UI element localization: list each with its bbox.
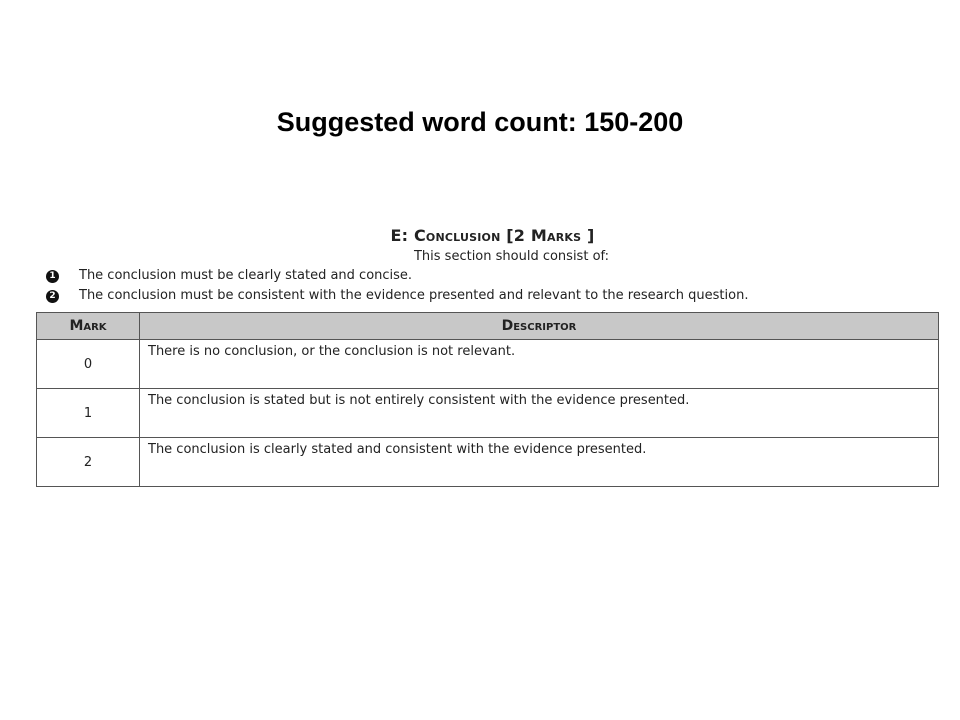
mark-cell: 0 — [37, 340, 140, 389]
number-one-icon: 1 — [46, 270, 59, 283]
table-header-row — [37, 313, 939, 340]
table-row — [37, 438, 939, 487]
table-row — [37, 340, 939, 389]
section-heading: E: Conclusion [2 Marks ] — [390, 226, 595, 245]
criteria-item — [46, 286, 939, 306]
descriptor-cell: The conclusion is clearly stated and consistent with the evidence presented. — [140, 438, 939, 487]
mark-cell: 1 — [37, 389, 140, 438]
rubric-section — [36, 226, 939, 487]
page-title: Suggested word count: 150-200 — [276, 107, 684, 137]
criteria-list — [36, 266, 939, 306]
descriptor-cell: The conclusion is stated but is not entirely consistent with the evidence presented. — [140, 389, 939, 438]
mark-column-header: Mark — [37, 313, 140, 340]
criteria-item — [46, 266, 939, 286]
mark-cell: 2 — [37, 438, 140, 487]
section-intro: This section should consist of: — [413, 249, 610, 264]
marking-table — [36, 312, 939, 487]
table-row — [37, 389, 939, 438]
number-two-icon: 2 — [46, 290, 59, 303]
criteria-text: The conclusion must be consistent with the evidence presented and relevant to the research question. — [79, 288, 749, 303]
descriptor-cell: There is no conclusion, or the conclusion is not relevant. — [140, 340, 939, 389]
descriptor-column-header: Descriptor — [140, 313, 939, 340]
criteria-text: The conclusion must be clearly stated and concise. — [79, 268, 413, 283]
